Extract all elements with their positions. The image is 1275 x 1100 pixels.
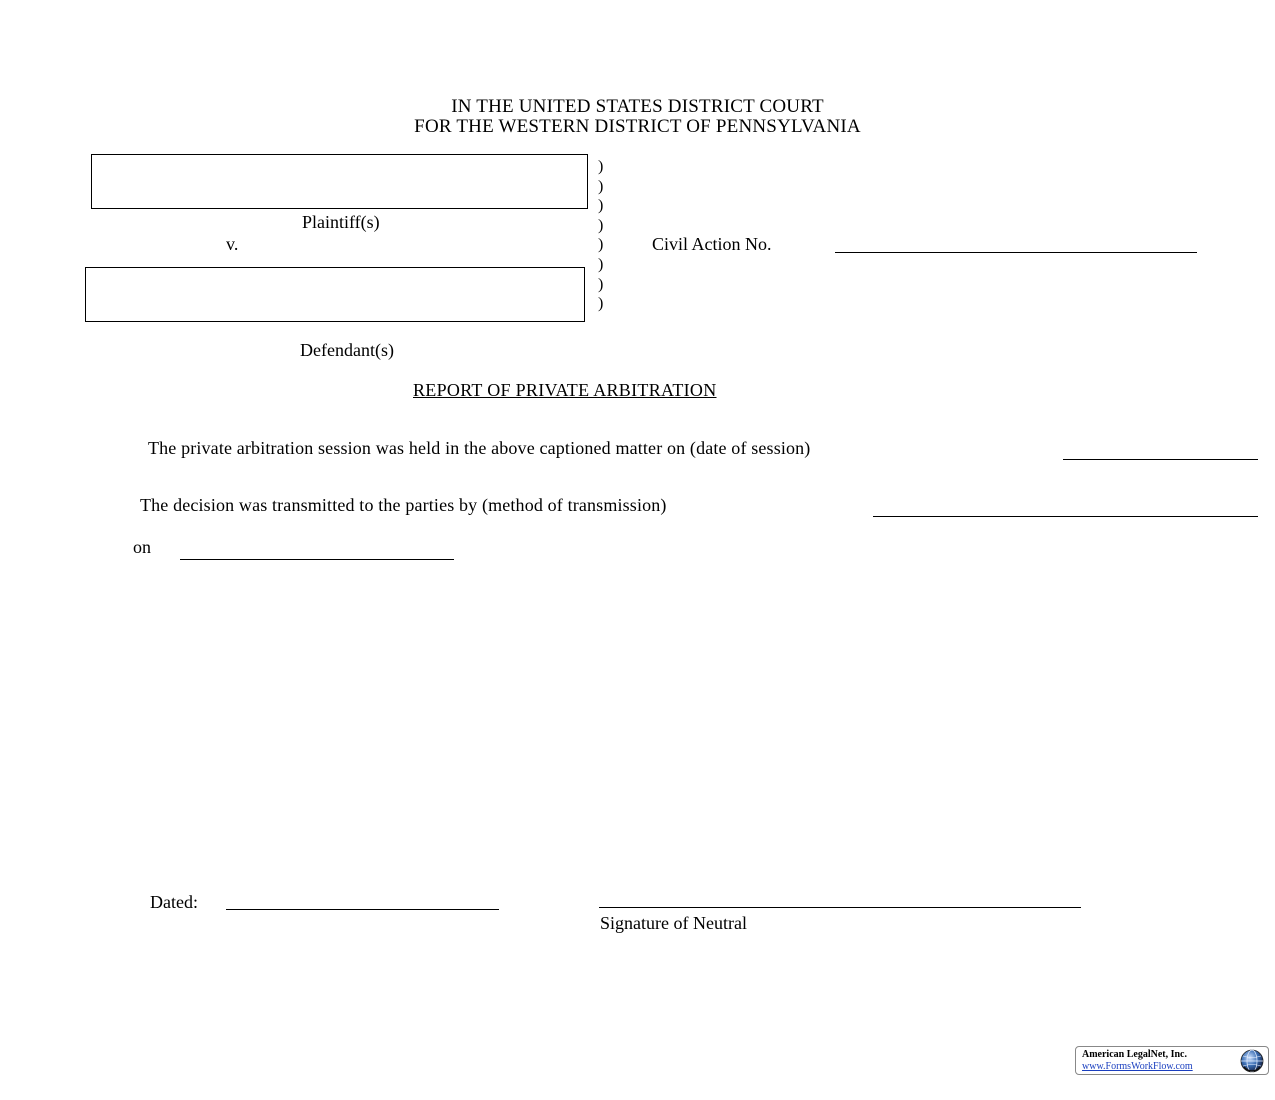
logo-company-name: American LegalNet, Inc. (1082, 1049, 1187, 1060)
paren: ) (598, 255, 604, 273)
document-title: REPORT OF PRIVATE ARBITRATION (413, 380, 717, 400)
decision-statement: The decision was transmitted to the parties by (method of transmission) (140, 495, 667, 515)
paren: ) (598, 177, 604, 195)
paren: ) (598, 197, 604, 215)
civil-action-number-field[interactable] (835, 252, 1197, 253)
transmission-date-field[interactable] (180, 559, 454, 560)
paren: ) (598, 295, 604, 313)
civil-action-label: Civil Action No. (652, 234, 772, 254)
paren: ) (598, 275, 604, 293)
session-statement: The private arbitration session was held in the above captioned matter on (date of session) (148, 438, 811, 458)
plaintiff-name-field[interactable] (91, 154, 588, 209)
paren: ) (598, 216, 604, 234)
american-legalnet-logo[interactable] (1075, 1046, 1269, 1075)
signature-label: Signature of Neutral (600, 913, 747, 933)
versus-label: v. (226, 234, 239, 254)
transmission-method-field[interactable] (873, 516, 1258, 517)
paren: ) (598, 236, 604, 254)
logo-website-link[interactable]: www.FormsWorkFlow.com (1082, 1061, 1193, 1072)
defendant-label: Defendant(s) (300, 340, 394, 360)
signature-line[interactable] (599, 907, 1081, 908)
globe-icon (1240, 1049, 1264, 1073)
court-district-line: FOR THE WESTERN DISTRICT OF PENNSYLVANIA (414, 116, 861, 137)
court-name-line: IN THE UNITED STATES DISTRICT COURT (451, 96, 824, 117)
session-date-field[interactable] (1063, 459, 1258, 460)
on-label: on (133, 537, 151, 557)
plaintiff-label: Plaintiff(s) (302, 212, 380, 232)
defendant-name-field[interactable] (85, 267, 585, 322)
caption-divider (598, 157, 603, 314)
paren: ) (598, 158, 604, 175)
dated-field[interactable] (226, 909, 499, 910)
dated-label: Dated: (150, 892, 198, 912)
